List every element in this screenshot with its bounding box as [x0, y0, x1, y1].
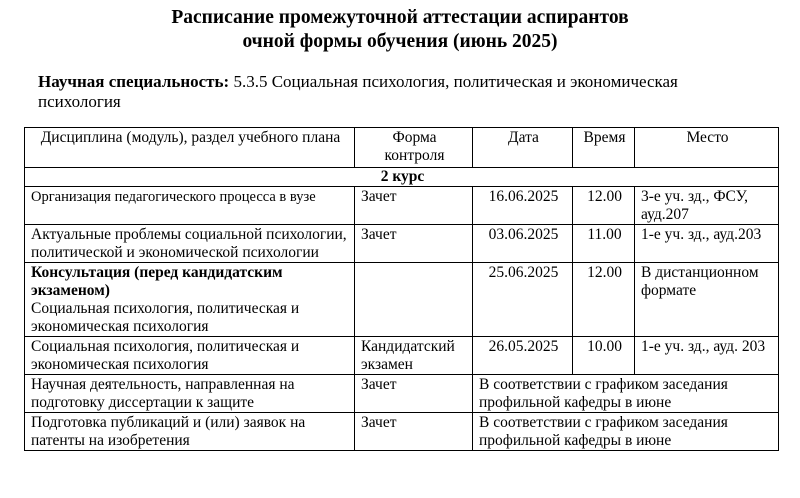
row-time: 12.00: [573, 187, 635, 225]
table-row: [25, 225, 779, 263]
header-date: Дата: [473, 128, 573, 168]
row-form: Зачет: [355, 225, 473, 263]
header-discipline: Дисциплина (модуль), раздел учебного плана: [25, 128, 355, 168]
page-title: [0, 6, 800, 54]
row-place: 1-е уч. зд., ауд.203: [635, 225, 779, 263]
row-schedule-note: В соответствии с графиком заседания профильной кафедры в июне: [473, 413, 779, 451]
table-header-row: [25, 128, 779, 168]
row-form: Зачет: [355, 375, 473, 413]
row-schedule-note: В соответствии с графиком заседания профильной кафедры в июне: [473, 375, 779, 413]
row-discipline: [25, 263, 355, 337]
consultation-label: Консультация (перед кандидатским экзаменом): [31, 264, 283, 299]
row-time: 12.00: [573, 263, 635, 337]
row-time: 11.00: [573, 225, 635, 263]
row-discipline: Социальная психология, политическая и экономическая психология: [25, 337, 355, 375]
header-place: Место: [635, 128, 779, 168]
row-discipline: Организация педагогического процесса в вузе: [25, 187, 355, 225]
row-date: 26.05.2025: [473, 337, 573, 375]
specialty: [38, 72, 758, 112]
row-discipline: Научная деятельность, направленная на подготовку диссертации к защите: [25, 375, 355, 413]
specialty-value: 5.3.5 Социальная психология, политическая и экономическая психология: [38, 72, 678, 111]
row-place: 1-е уч. зд., ауд. 203: [635, 337, 779, 375]
course-row: [25, 168, 779, 187]
row-discipline: Подготовка публикаций и (или) заявок на патенты на изобретения: [25, 413, 355, 451]
specialty-label: Научная специальность:: [38, 72, 230, 91]
course-label: 2 курс: [25, 168, 779, 187]
table-row: [25, 263, 779, 337]
table-row: [25, 337, 779, 375]
row-form: Зачет: [355, 187, 473, 225]
row-form: Зачет: [355, 413, 473, 451]
header-form: Форма контроля: [355, 128, 473, 168]
row-date: 03.06.2025: [473, 225, 573, 263]
row-date: 25.06.2025: [473, 263, 573, 337]
row-place: В дистанционном формате: [635, 263, 779, 337]
consultation-subject: Социальная психология, политическая и экономическая психология: [31, 300, 300, 335]
header-time: Время: [573, 128, 635, 168]
row-form: [355, 263, 473, 337]
title-line-1: Расписание промежуточной аттестации аспирантов: [171, 7, 629, 28]
row-discipline: Актуальные проблемы социальной психологии, политической и экономической психологии: [25, 225, 355, 263]
table-row: [25, 413, 779, 451]
row-time: 10.00: [573, 337, 635, 375]
schedule-table: [24, 127, 779, 451]
row-form: Кандидатский экзамен: [355, 337, 473, 375]
row-date: 16.06.2025: [473, 187, 573, 225]
title-line-2: очной формы обучения (июнь 2025): [242, 31, 558, 52]
row-place: 3-е уч. зд., ФСУ, ауд.207: [635, 187, 779, 225]
table-row: [25, 375, 779, 413]
table-row: [25, 187, 779, 225]
